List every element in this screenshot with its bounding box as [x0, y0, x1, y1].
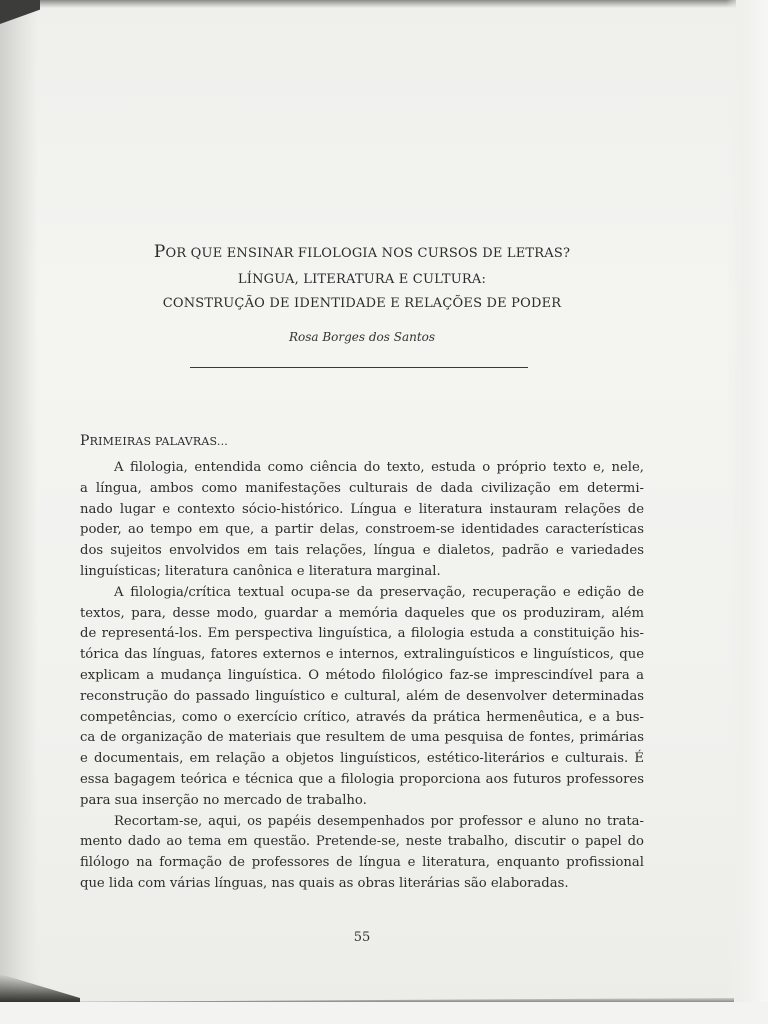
text-line: textos, para, desse modo, guardar a memória daqueles que os produziram, além — [80, 605, 644, 621]
text-line: explicam a mudança linguística. O método filológico faz-se imprescindível para a — [80, 667, 644, 683]
page-number: 55 — [353, 930, 371, 945]
text-line: mento dado ao tema em questão. Pretende-se, neste trabalho, discutir o papel do — [80, 834, 644, 850]
title-initial: P — [153, 242, 166, 262]
text-line: essa bagagem teórica e técnica que a filologia proporciona aos futuros professores — [80, 771, 644, 787]
text-line: e documentais, em relação a objetos linguísticos, estético-literários e culturais. É — [80, 751, 644, 767]
body-text — [80, 458, 644, 895]
title-line-2-text: LÍNGUA, LITERATURA E CULTURA: — [237, 272, 487, 287]
text-line: nado lugar e contexto sócio-histórico. Língua e literatura instauram relações de — [80, 501, 644, 517]
paragraph-2 — [80, 583, 644, 812]
text-line: competências, como o exercício crítico, através da prática hermenêutica, e a bus- — [80, 709, 644, 725]
text-line: dos sujeitos envolvidos em tais relações, língua e dialetos, padrão e variedades — [80, 543, 644, 559]
top-edge-shadow — [36, 0, 736, 8]
author-name: Rosa Borges dos Santos — [288, 330, 436, 344]
text-line: poder, ao tempo em que, a partir delas, constroem-se identidades características — [80, 522, 644, 538]
text-line: Recortam-se, aqui, os papéis desempenhados por professor e aluno no trata- — [114, 813, 644, 829]
text-line: A filologia/crítica textual ocupa-se da preservação, recuperação e edição de — [114, 584, 644, 600]
right-edge — [726, 0, 768, 1024]
chapter-title-line-3 — [80, 292, 644, 311]
text-line: para sua inserção no mercado de trabalho. — [80, 792, 367, 808]
section-initial: P — [80, 433, 90, 449]
title-line-3-text: CONSTRUÇÃO DE IDENTIDADE E RELAÇÕES DE PODER — [162, 296, 562, 311]
text-line: de representá-los. Em perspectiva linguística, a filologia estuda a constituição his- — [80, 626, 644, 642]
bottom-margin — [0, 1002, 768, 1024]
paragraph-3 — [80, 812, 644, 895]
text-line: filólogo na formação de professores de língua e literatura, enquanto profissional — [80, 855, 644, 871]
text-line: ca de organização de materiais que resultem de uma pesquisa de fontes, primárias — [80, 730, 644, 746]
title-line-1-text: OR QUE ENSINAR FILOLOGIA NOS CURSOS DE LETRAS? — [165, 246, 571, 261]
text-line: a língua, ambos como manifestações culturais de dada civilização em determi- — [80, 480, 644, 496]
binding-shadow — [0, 0, 38, 1024]
title-divider — [190, 367, 528, 368]
text-line: A filologia, entendida como ciência do texto, estuda o próprio texto e, nele, — [114, 460, 644, 475]
paragraph-1 — [80, 458, 644, 583]
text-line: linguísticas; literatura canônica e literatura marginal. — [80, 563, 441, 579]
chapter-title-line-2 — [80, 268, 644, 287]
text-line: reconstrução do passado linguístico e cultural, além de desenvolver determinadas — [80, 688, 644, 704]
section-heading-text: RIMEIRAS PALAVRAS... — [89, 435, 228, 448]
text-line: que lida com várias línguas, nas quais as obras literárias são elaboradas. — [80, 875, 569, 891]
chapter-title-line-1 — [80, 242, 644, 262]
section-heading — [80, 430, 228, 449]
text-line: tórica das línguas, fatores externos e internos, extralinguísticos e linguísticos, que — [80, 647, 644, 663]
bottom-corner-shadow — [0, 974, 80, 1004]
